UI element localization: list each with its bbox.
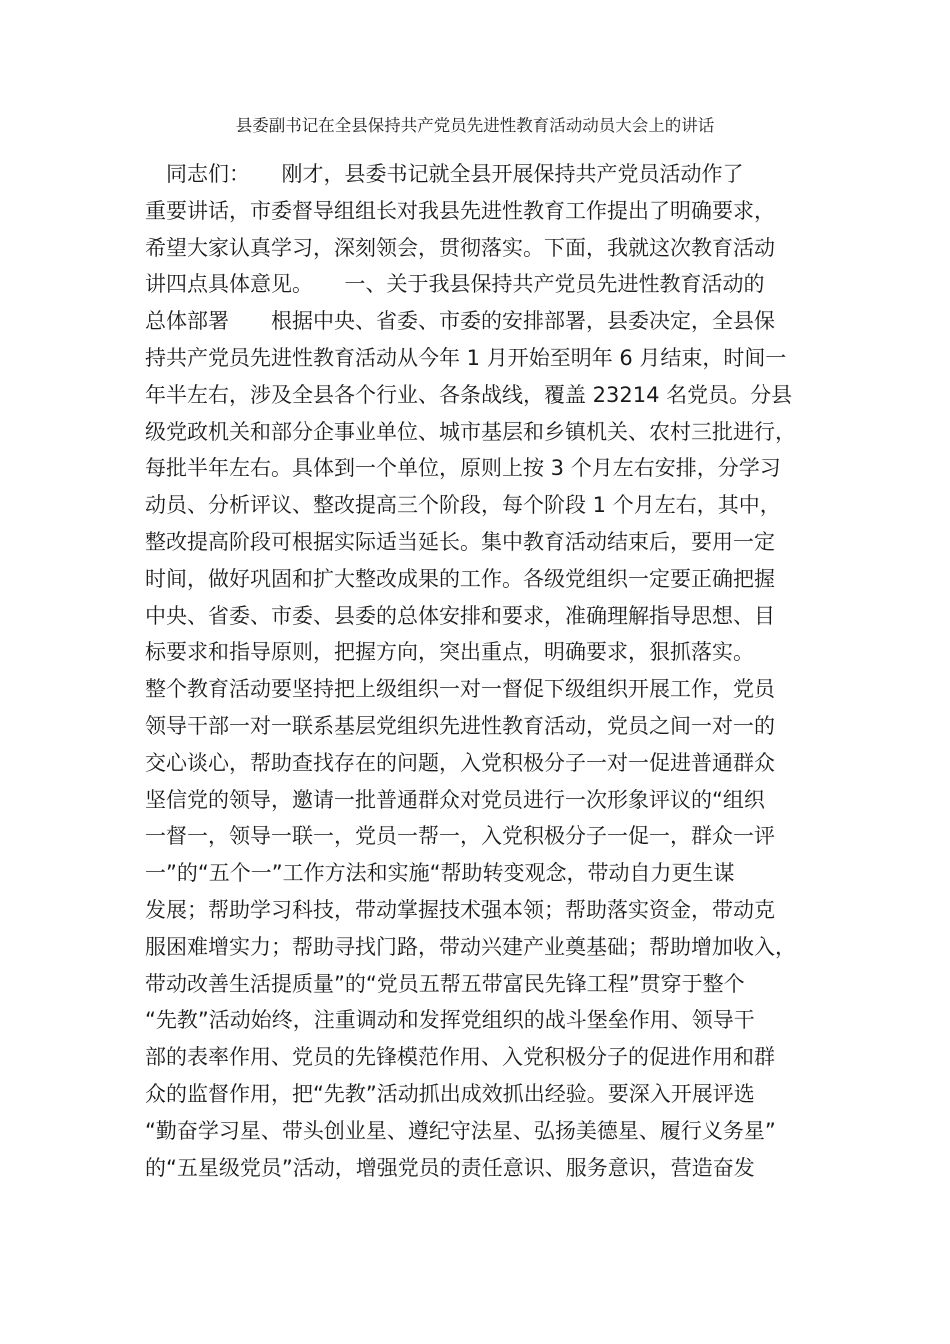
- document-body: [145, 156, 810, 1186]
- body-line: 整改提高阶段可根据实际适当延长。集中教育活动结束后，要用一定: [145, 529, 775, 554]
- body-line: 动员、分析评议、整改提高三个阶段，每个阶段 1 个月左右，其中，: [145, 493, 781, 518]
- body-line: 总体部署 根据中央、省委、市委的安排部署，县委决定，全县保: [145, 309, 775, 334]
- body-line: “勤奋学习星、带头创业星、遵纪守法星、弘扬美德星、履行义务星”: [145, 1118, 776, 1143]
- body-line: 整个教育活动要坚持把上级组织一对一督促下级组织开展工作，党员: [145, 677, 775, 702]
- body-line: 交心谈心，帮助查找存在的问题，入党积极分子一对一促进普通群众: [145, 750, 775, 775]
- body-line: 的“五星级党员”活动，增强党员的责任意识、服务意识，营造奋发: [145, 1155, 755, 1180]
- body-line: 发展；帮助学习科技，带动掌握技术强本领；帮助落实资金，带动克: [145, 897, 775, 922]
- body-line: 级党政机关和部分企事业单位、城市基层和乡镇机关、农村三批进行，: [145, 419, 796, 444]
- body-line: 中央、省委、市委、县委的总体安排和要求，准确理解指导思想、目: [145, 603, 775, 628]
- body-line: 领导干部一对一联系基层党组织先进性教育活动，党员之间一对一的: [145, 713, 775, 738]
- body-line: 重要讲话，市委督导组组长对我县先进性教育工作提出了明确要求，: [145, 198, 775, 223]
- body-line: 带动改善生活提质量”的“党员五帮五带富民先锋工程”贯穿于整个: [145, 971, 745, 996]
- document-title: 县委副书记在全县保持共产党员先进性教育活动动员大会上的讲话: [235, 116, 715, 135]
- body-line: 部的表率作用、党员的先锋模范作用、入党积极分子的促进作用和群: [145, 1045, 775, 1070]
- body-line: 希望大家认真学习，深刻领会，贯彻落实。下面，我就这次教育活动: [145, 235, 775, 260]
- body-line: 同志们： 刚才，县委书记就全县开展保持共产党员活动作了: [145, 162, 744, 186]
- body-line: “先教”活动始终，注重调动和发挥党组织的战斗堡垒作用、领导干: [145, 1008, 755, 1033]
- body-line: 一督一，领导一联一，党员一帮一，入党积极分子一促一，群众一评: [145, 824, 775, 849]
- body-line: 一”的“五个一”工作方法和实施“帮助转变观念，带动自力更生谋: [145, 861, 735, 886]
- body-line: 讲四点具体意见。 一、关于我县保持共产党员先进性教育活动的: [145, 272, 765, 297]
- body-line: 年半左右，涉及全县各个行业、各条战线，覆盖 23214 名党员。分县: [145, 382, 793, 407]
- body-line: 时间，做好巩固和扩大整改成果的工作。各级党组织一定要正确把握: [145, 566, 775, 591]
- body-line: 持共产党员先进性教育活动从今年 1 月开始至明年 6 月结束，时间一: [145, 345, 787, 370]
- body-line: 每批半年左右。具体到一个单位，原则上按 3 个月左右安排，分学习: [145, 456, 781, 481]
- body-line: 坚信党的领导，邀请一批普通群众对党员进行一次形象评议的“组织: [145, 787, 765, 812]
- body-line: 服困难增实力；帮助寻找门路，带动兴建产业奠基础；帮助增加收入，: [145, 934, 796, 959]
- body-line: 标要求和指导原则，把握方向，突出重点，明确要求，狠抓落实。: [145, 640, 754, 665]
- body-line: 众的监督作用，把“先教”活动抓出成效抓出经验。要深入开展评选: [145, 1081, 755, 1106]
